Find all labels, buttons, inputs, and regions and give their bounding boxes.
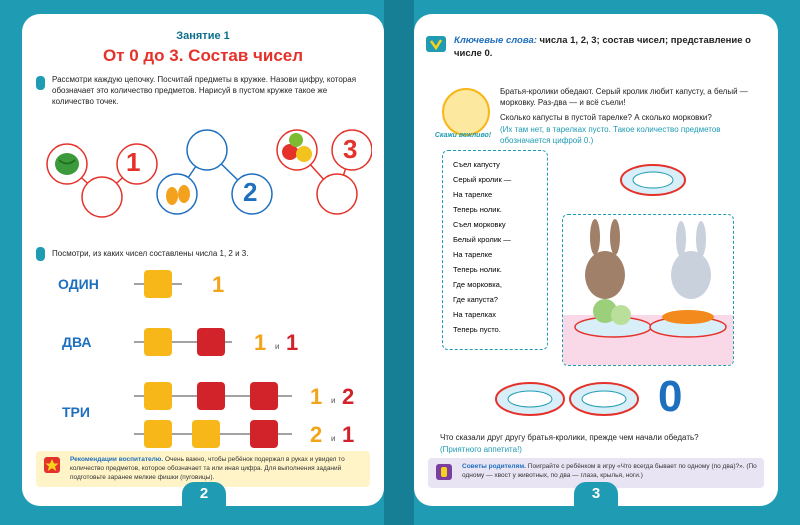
- keywords-text: числа 1, 2, 3; состав чисел; представление о числе 0.: [454, 35, 751, 59]
- task1-text: Рассмотри каждую цепочку. Посчитай предметы в кружке. Назови цифру, которая обозначает это количество предметов. Нарисуй в пустом кружке такое же количество точек.: [52, 75, 357, 106]
- yellow-cube-icon: [192, 420, 220, 448]
- poem-box: [442, 150, 548, 350]
- answer2-text: (Приятного аппетита!): [440, 445, 522, 454]
- cabbage-icon: [611, 305, 631, 325]
- rabbits-picture: [562, 214, 734, 366]
- task-bullet: [36, 76, 45, 90]
- parents-note-text: Поиграйте с ребёнком в игру «Что всегда бывает по одному (по два)?». (По одному — хвост у животных, по два — глаза, крылья, ноги.): [462, 463, 757, 479]
- poem-line: Где морковка,: [453, 280, 502, 289]
- poem-line: Съел капусту: [453, 160, 500, 169]
- teacher-note-text: Очень важно, чтобы ребёнок подержал в руках и увидел то количество предметов, которое обозначает та или иная цифра. Для выполнения заданий подготовьте заранее мелкие фишки (пуговицы).: [70, 456, 345, 481]
- row3-and: и: [331, 396, 336, 405]
- parents-note-title: Советы родителям.: [462, 463, 526, 470]
- poem-line: Серый кролик —: [453, 175, 512, 184]
- page-number-right: 3: [574, 482, 618, 506]
- word-three: ТРИ: [62, 404, 90, 420]
- poem-line: Где капуста?: [453, 295, 498, 304]
- question2-text: Что сказали друг другу братья-кролики, прежде чем начали обедать?: [440, 433, 699, 442]
- circle-chains: [42, 122, 372, 232]
- gray-rabbit-icon: [585, 251, 625, 299]
- empty-circle[interactable]: [317, 174, 357, 214]
- circle-number-1: 1: [126, 147, 141, 177]
- word-two: ДВА: [62, 334, 92, 350]
- pineapple-icon: [166, 187, 178, 205]
- page-number-left: 2: [182, 482, 226, 506]
- star-icon: [44, 457, 60, 473]
- row4-and: и: [331, 434, 336, 443]
- word-one: ОДИН: [58, 276, 99, 292]
- pineapple-icon: [178, 185, 190, 203]
- row2-and: и: [275, 342, 280, 351]
- carrot-icon: [662, 310, 714, 324]
- polite-badge: Скажи вежливо!: [434, 132, 492, 139]
- sun-icon: [442, 88, 490, 136]
- poem-line: Теперь нолик.: [453, 265, 502, 274]
- yellow-cube-icon: [144, 270, 172, 298]
- yellow-cube-icon: [144, 328, 172, 356]
- apple-icon: [289, 133, 303, 147]
- yellow-cube-icon: [144, 382, 172, 410]
- zero-digit: 0: [658, 372, 683, 421]
- row2-part2: 1: [286, 330, 299, 355]
- yellow-cube-icon: [144, 420, 172, 448]
- red-cube-icon: [197, 382, 225, 410]
- circle-number-3: 3: [343, 134, 358, 164]
- red-cube-icon: [250, 420, 278, 448]
- row1-number: 1: [212, 272, 225, 297]
- white-rabbit-icon: [671, 251, 711, 299]
- teacher-note-title: Рекомендации воспитателю.: [70, 456, 164, 463]
- red-cube-icon: [250, 382, 278, 410]
- two-empty-plates: [492, 378, 642, 420]
- row4-part2: 1: [342, 422, 355, 447]
- task-bullet: [36, 247, 45, 261]
- row3-part2: 2: [342, 384, 355, 409]
- poem-line: На тарелках: [453, 310, 497, 319]
- row4-part1: 2: [310, 422, 323, 447]
- empty-circle[interactable]: [187, 130, 227, 170]
- check-icon: [426, 36, 446, 52]
- poem-line: На тарелке: [453, 250, 493, 259]
- circle-number-2: 2: [243, 177, 258, 207]
- question-text: Сколько капусты в пустой тарелке? А сколько морковки?: [500, 113, 712, 122]
- page-title: От 0 до 3. Состав чисел: [102, 46, 304, 65]
- keywords-block: [454, 34, 754, 60]
- apple-icon: [296, 146, 312, 162]
- poem-line: Теперь нолик.: [453, 205, 502, 214]
- exclamation-icon: [436, 464, 452, 480]
- poem-line: Съел морковку: [453, 220, 506, 229]
- red-cube-icon: [197, 328, 225, 356]
- book-spine: [384, 0, 414, 525]
- poem-line: На тарелке: [453, 190, 493, 199]
- poem-line: Теперь пусто.: [453, 325, 501, 334]
- answer-text: (Их там нет, в тарелках пусто. Такое количество предметов обозначается цифрой 0.): [500, 125, 721, 145]
- poem-line: Белый кролик —: [453, 235, 511, 244]
- left-page: [22, 14, 384, 506]
- lesson-label: Занятие 1: [176, 30, 230, 42]
- row2-part1: 1: [254, 330, 267, 355]
- keywords-label: Ключевые слова:: [454, 35, 537, 46]
- task2-text: Посмотри, из каких чисел составлены числа 1, 2 и 3.: [52, 249, 249, 258]
- empty-plate-icon: [618, 160, 688, 200]
- story-text: Братья-кролики обедают. Серый кролик любит капусту, а белый — морковку. Раз-два — и всё съели!: [500, 87, 748, 107]
- empty-circle[interactable]: [82, 177, 122, 217]
- right-page: [414, 14, 778, 506]
- row3-part1: 1: [310, 384, 323, 409]
